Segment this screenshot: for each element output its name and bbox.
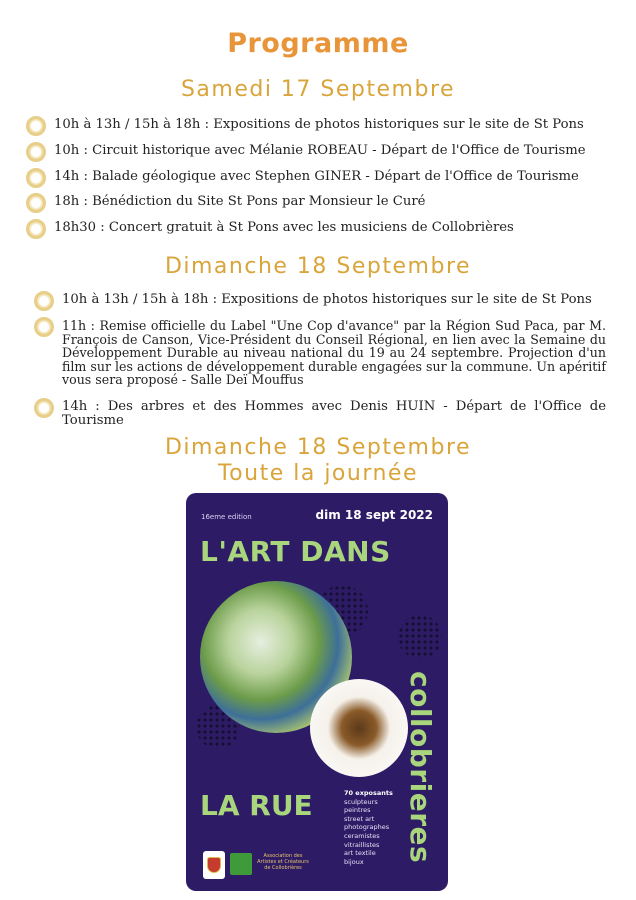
bullet-icon [34, 317, 54, 337]
bullet-icon [26, 116, 46, 136]
stats-item: ceramistes [344, 831, 380, 840]
list-item [34, 293, 606, 311]
stats-head: 70 exposants [344, 789, 393, 797]
bullet-icon [34, 291, 54, 311]
poster-title-vertical: collobrieres [404, 671, 437, 864]
saturday-heading: Samedi 17 Septembre [180, 77, 456, 102]
list-item [26, 118, 606, 136]
item-text: 11h : Remise officielle du Label "Une Cop d'avance" par la Région Sud Paca, par M. François de Canson, Vice-Président du Conseil Régional, en lien avec la Semaine du Développement Durable au niveau national du 19 au 24 septembre. Projection d'un film sur les actions de développement durable engagées sur la commune. Un apéritif vous sera proposé - Salle Deï Mouffus [62, 318, 606, 387]
list-item [34, 319, 606, 387]
list-item [26, 221, 606, 239]
association-logo [230, 853, 252, 875]
list-item [26, 195, 606, 213]
item-text: 10h à 13h / 15h à 18h : Expositions de photos historiques sur le site de St Pons [62, 292, 592, 307]
event-poster [186, 493, 448, 891]
list-item [26, 144, 606, 162]
item-text: 14h : Balade géologique avec Stephen GINER - Départ de l'Office de Tourisme [54, 169, 579, 184]
item-text: 18h : Bénédiction du Site St Pons par Monsieur le Curé [54, 194, 426, 209]
poster-title-line2: LA RUE [200, 789, 313, 822]
stats-item: vitraillistes [344, 840, 380, 849]
allday-heading-line1: Dimanche 18 Septembre [164, 435, 472, 460]
town-crest-logo [203, 851, 225, 879]
poster-title-line1: L'ART DANS [200, 535, 391, 568]
list-item [34, 400, 606, 428]
bullet-icon [26, 168, 46, 188]
item-text: 18h30 : Concert gratuit à St Pons avec les musiciens de Collobrières [54, 220, 514, 235]
stats-item: sculpteurs [344, 797, 378, 806]
stats-item: street art [344, 814, 375, 823]
page-title: Programme [227, 28, 409, 59]
sculpture-photo [310, 679, 408, 777]
stats-item: art textile [344, 849, 376, 858]
list-item [26, 170, 606, 188]
poster-edition: 16eme edition [201, 513, 252, 521]
item-text: 14h : Des arbres et des Hommes avec Denis HUIN - Départ de l'Office de Tourisme [62, 399, 606, 428]
bullet-icon [26, 142, 46, 162]
item-text: 10h : Circuit historique avec Mélanie ROBEAU - Départ de l'Office de Tourisme [54, 143, 586, 158]
sunday-heading: Dimanche 18 Septembre [164, 254, 472, 279]
item-text: 10h à 13h / 15h à 18h : Expositions de photos historiques sur le site de St Pons [54, 117, 584, 132]
allday-heading-line2: Toute la journée [217, 461, 419, 486]
stats-item: bijoux [344, 857, 364, 866]
poster-date: dim 18 sept 2022 [315, 508, 433, 522]
association-label: Association des Artistes et Créateurs de Collobrières [257, 853, 309, 871]
bullet-icon [26, 193, 46, 213]
dot-pattern [398, 615, 442, 659]
poster-stats [344, 789, 393, 866]
stats-item: photographes [344, 823, 390, 832]
bullet-icon [26, 219, 46, 239]
stats-item: peintres [344, 806, 371, 815]
bullet-icon [34, 398, 54, 418]
